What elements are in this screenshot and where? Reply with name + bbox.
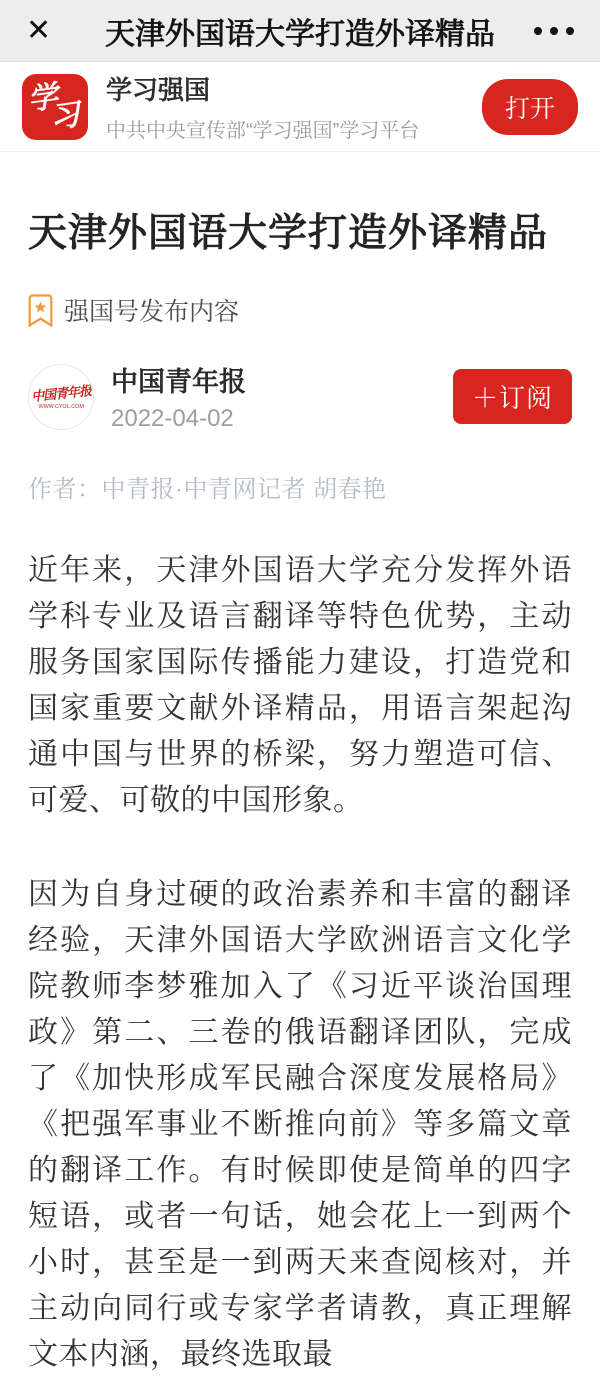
bookmark-star-icon xyxy=(28,294,53,327)
open-app-button[interactable]: 打开 xyxy=(482,79,578,135)
page-title: 天津外国语大学打造外译精品 xyxy=(105,17,495,51)
subscribe-button[interactable]: ＋订阅 xyxy=(453,369,572,424)
xuexi-app-logo-icon: 学 习 xyxy=(22,74,88,140)
badge-label: 强国号发布内容 xyxy=(64,298,240,326)
app-subtitle: 中共中央宣传部“学习强国”学习平台 xyxy=(106,120,420,142)
app-promo-banner xyxy=(0,62,600,152)
publisher-meta xyxy=(111,360,453,433)
paragraph: 近年来，天津外国语大学充分发挥外语学科专业及语言翻译等特色优势，主动服务国家国际传播能力建设，打造党和国家重要文献外译精品，用语言架起沟通中国与世界的桥梁，努力塑造可信、可爱、可敬的中国形象。 xyxy=(28,554,572,817)
article-title: 天津外国语大学打造外译精品 xyxy=(28,212,549,255)
publisher-avatar[interactable]: 中国青年报 WWW.CYOL.COM xyxy=(28,364,94,430)
paragraph: 因为自身过硬的政治素养和丰富的翻译经验，天津外国语大学欧洲语言文化学院教师李梦雅加入了《习近平谈治国理政》第二、三卷的俄语翻译团队，完成了《加快形成军民融合深度发展格局》《把强军事业不断推向前》等多篇文章的翻译工作。有时候即使是简单的四字短语，或者一句话，她会花上一到两个小时，甚至是一到两天来查阅核对，并主动向同行或专家学者请教，真正理解文本内涵，最终选取最 xyxy=(28,878,572,1371)
browser-topbar xyxy=(0,0,600,62)
close-icon[interactable]: ✕ xyxy=(26,13,52,47)
author-line: 作者：中青报·中青网记者 胡春艳 xyxy=(28,476,387,503)
source-badge xyxy=(28,292,572,328)
more-menu-icon[interactable] xyxy=(534,16,574,46)
publisher-row xyxy=(28,360,572,433)
app-name: 学习强国 xyxy=(106,75,211,105)
app-info xyxy=(106,70,482,143)
article-body xyxy=(28,548,572,1378)
publisher-name[interactable]: 中国青年报 xyxy=(111,367,246,397)
publish-date: 2022-04-02 xyxy=(111,405,234,432)
article-content xyxy=(0,208,600,1378)
